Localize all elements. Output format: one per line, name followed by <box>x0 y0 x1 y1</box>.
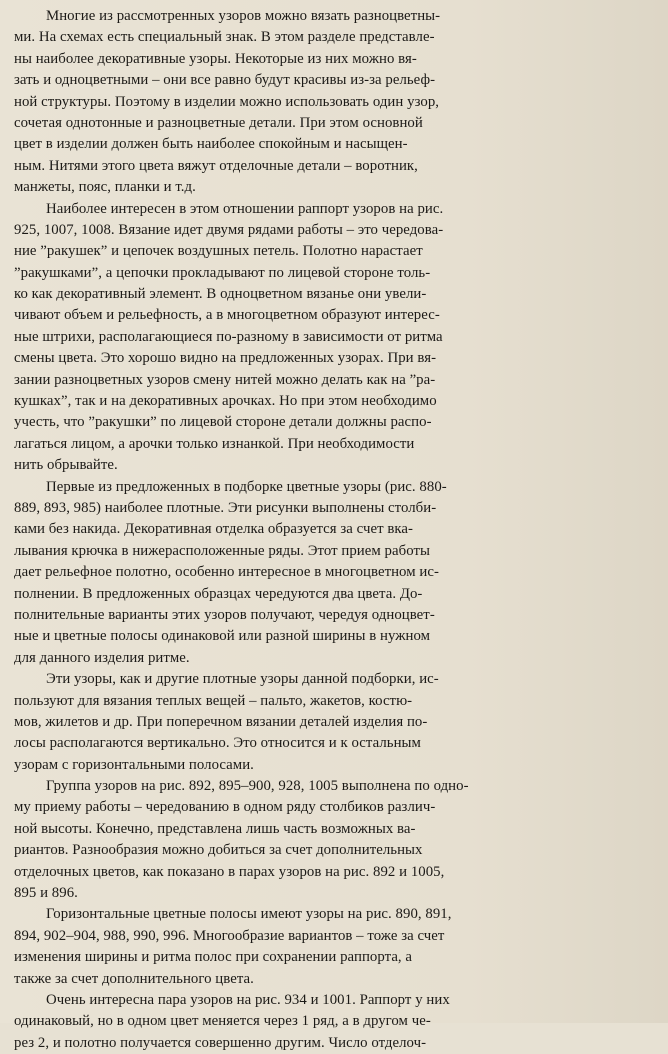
text-line: ные штрихи, располагающиеся по-разному в зависимости от ритма <box>14 328 443 345</box>
text-line: му приему работы – чередованию в одном ряду столбиков различ- <box>14 799 436 816</box>
text-line: ные и цветные полосы одинаковой или разной ширины в нужном <box>14 628 431 645</box>
text-line: лагаться лицом, а арочки только изнанкой. При необходимости <box>14 435 415 452</box>
text-line: мов, жилетов и др. При поперечном вязании деталей изделия по- <box>14 713 428 730</box>
text-line: 895 и 896. <box>14 885 78 902</box>
text-line: 925, 1007, 1008. Вязание идет двумя рядами работы – это чередова- <box>14 221 444 238</box>
text-line: зать и одноцветными – они все равно будут красивы из-за рельеф- <box>14 72 436 89</box>
paragraph-first-line: Эти узоры, как и другие плотные узоры данной подборки, ис- <box>46 671 439 688</box>
text-line: ко как декоративный элемент. В одноцветном вязанье они увели- <box>14 286 427 303</box>
text-line: сочетая однотонные и разноцветные детали. При этом основной <box>14 114 423 131</box>
text-line: полнении. В предложенных образцах чередуются два цвета. До- <box>14 585 423 602</box>
text-line: лывания крючка в нижерасположенные ряды. Этот прием работы <box>14 542 430 559</box>
text-line: цвет в изделии должен быть наиболее спокойным и насыщен- <box>14 136 408 153</box>
paragraph-first-line: Группа узоров на рис. 892, 895–900, 928, 1005 выполнена по одно- <box>46 778 469 795</box>
paragraph-first-line: Многие из рассмотренных узоров можно вязать разноцветны- <box>46 8 441 24</box>
text-line: риантов. Разнообразия можно добиться за счет дополнительных <box>14 842 423 859</box>
text-line: ми. На схемах есть специальный знак. В этом разделе представле- <box>14 29 435 46</box>
text-line: также за счет дополнительного цвета. <box>14 970 254 987</box>
text-line: 889, 893, 985) наиболее плотные. Эти рисунки выполнены столби- <box>14 499 437 516</box>
text-line: узорам с горизонтальными полосами. <box>14 756 254 773</box>
text-line: ны наиболее декоративные узоры. Некоторые из них можно вя- <box>14 50 417 67</box>
text-line: отделочных цветов, как показано в парах узоров на рис. 892 и 1005, <box>14 863 445 880</box>
text-line: чивают объем и рельефность, а в многоцветном образуют интерес- <box>14 307 440 324</box>
text-line: ной высоты. Конечно, представлена лишь часть возможных ва- <box>14 820 416 837</box>
text-line: зании разноцветных узоров смену нитей можно делать как на ”ра- <box>14 371 436 388</box>
text-line: кушках”, так и на декоративных арочках. Но при этом необходимо <box>14 393 437 410</box>
text-line: лосы располагаются вертикально. Это относится и к остальным <box>14 735 421 752</box>
paragraph-first-line: Очень интересна пара узоров на рис. 934 и 1001. Раппорт у них <box>46 991 450 1008</box>
text-line: нить обрывайте. <box>14 457 118 474</box>
text-line: ние ”ракушек” и цепочек воздушных петель. Полотно нарастает <box>14 243 423 260</box>
paragraph-first-line: Горизонтальные цветные полосы имеют узоры на рис. 890, 891, <box>46 906 452 923</box>
text-line: для данного изделия ритме. <box>14 649 190 666</box>
text-line: изменения ширины и ритма полос при сохранении раппорта, а <box>14 949 413 966</box>
paragraph-first-line: Наиболее интересен в этом отношении раппорт узоров на рис. <box>46 200 444 217</box>
text-line: полнительные варианты этих узоров получают, чередуя одноцвет- <box>14 606 435 623</box>
paragraph-first-line: Первые из предложенных в подборке цветные узоры (рис. 880- <box>46 478 447 495</box>
text-line: 894, 902–904, 988, 990, 996. Многообразие вариантов – тоже за счет <box>14 927 445 944</box>
text-line: дает рельефное полотно, особенно интересное в многоцветном ис- <box>14 564 439 581</box>
text-line: одинаковый, но в одном цвет меняется через 1 ряд, а в другом че- <box>14 1013 431 1030</box>
text-line: ной структуры. Поэтому в изделии можно использовать один узор, <box>14 93 440 110</box>
text-line: ным. Нитями этого цвета вяжут отделочные детали – воротник, <box>14 157 418 174</box>
text-line: пользуют для вязания теплых вещей – пальто, жакетов, костю- <box>14 692 413 709</box>
text-line: манжеты, пояс, планки и т.д. <box>14 179 196 196</box>
text-line: смены цвета. Это хорошо видно на предложенных узорах. При вя- <box>14 350 437 367</box>
text-line: ками без накида. Декоративная отделка образуется за счет вка- <box>14 521 414 538</box>
text-line: рез 2, и полотно получается совершенно другим. Число отделоч- <box>14 1034 427 1051</box>
text-line: ”ракушками”, а цепочки прокладывают по лицевой стороне толь- <box>14 264 431 281</box>
text-line: учесть, что ”ракушки” по лицевой стороне детали должны распо- <box>14 414 432 431</box>
